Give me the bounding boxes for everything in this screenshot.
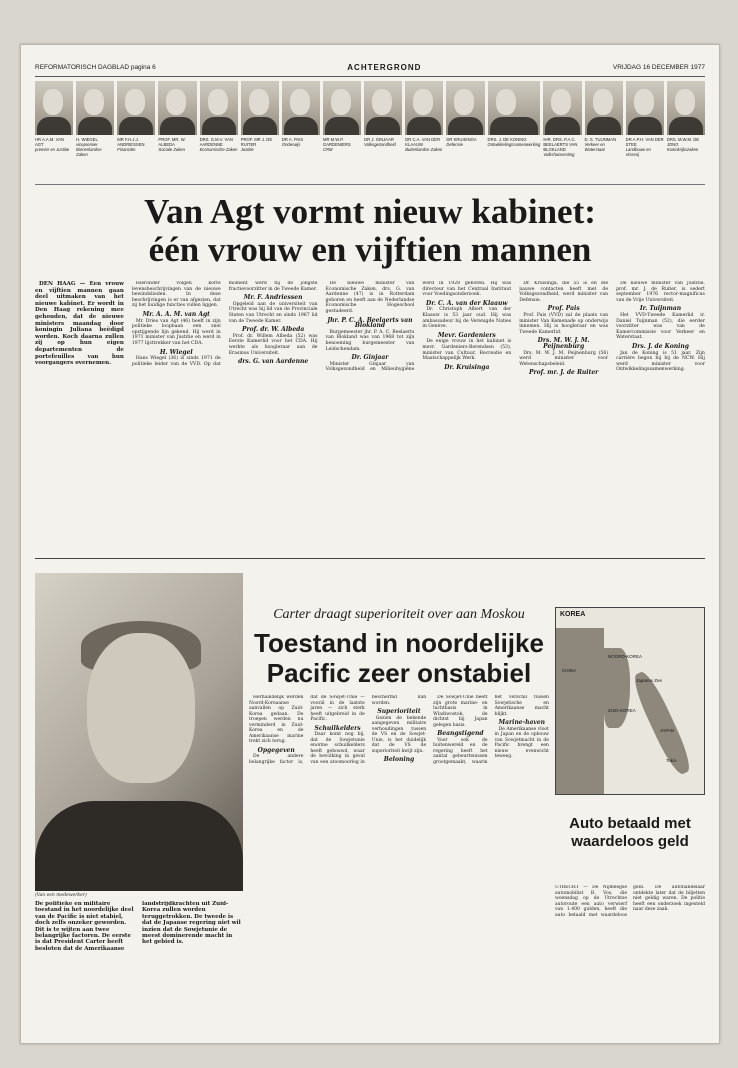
subheading: Marine-haven — [498, 719, 546, 726]
subheading: Prof. Pais — [547, 305, 580, 313]
minister-name: DR C.A. VAN DER KLAAUW — [405, 137, 441, 147]
minister-photo — [585, 81, 623, 135]
paragraph: Minister Ginjaar van Volksgezondheid en Milieuhygiëne werd in 1928 geboren. Hij was directeur van het Centraal Instituut voor Voedingsonderzoek. — [325, 281, 512, 373]
minister-name: MR M.W.P. GARDENIERS — [322, 137, 351, 147]
subheading: Prof. dr. W. Albeda — [242, 326, 305, 334]
minister-portrait — [323, 81, 361, 184]
minister-portrait — [158, 81, 196, 184]
minister-caption — [667, 137, 705, 152]
map-label: NOORD-KOREA — [608, 654, 643, 659]
minister-caption — [446, 137, 484, 147]
minister-role: Landbouw en Visserij — [625, 147, 651, 157]
paragraph: De nieuwe minister van Justitie, prof. mr. J. de Ruiter, is sedert september 1976 rector-magnificus van de Vrije Universiteit. — [616, 281, 705, 303]
paragraph: Dr. Kruisinga, die 55 is en die nauwe contacten heeft met de Volksgezondheid, werd minister van Defensie. — [519, 281, 609, 303]
minister-photo — [488, 81, 541, 135]
map-title: KOREA — [560, 611, 586, 618]
minister-photo — [117, 81, 155, 135]
map-land-japan — [629, 669, 695, 778]
subheading: Dr. Ginjaar — [351, 354, 389, 362]
minister-photo — [158, 81, 196, 135]
map-label: Japanse Zee — [636, 678, 663, 683]
minister-portrait — [76, 81, 114, 184]
minister-caption — [117, 137, 155, 152]
paper-name: REFORMATORISCH DAGBLAD pagina 6 — [35, 64, 156, 71]
issue-date: VRIJDAG 16 DECEMBER 1977 — [612, 64, 705, 71]
article-lead: DEN HAAG — Een vrouw en vijftien mannen gaan deel uitmaken van het nieuwe kabinet. Er wordt in Den Haag rekening mee gehouden, dat de nieuwe ministers maandag door koningin Juliana beëdigd worden. Koch daarna zullen zij op hun eigen departementen de portefeuilles van hun voorgangers overnemen. — [35, 281, 124, 367]
minister-portrait — [405, 81, 443, 184]
main-headline — [35, 193, 705, 269]
minister-name: DRS. J. DE KONING — [487, 137, 527, 142]
minister-photo — [241, 81, 279, 135]
paragraph: Prof. Pais (VVD) zal de plaats van minister Van Kemenade op onderwijs innemen. Hij is hoogleraar en was Tweede Kamerlid. — [519, 312, 609, 335]
carter-photo — [35, 573, 243, 891]
subheading: H. Wiegel — [159, 348, 193, 356]
pacific-headline-line-1: Toestand in noordelijke — [254, 628, 544, 658]
cabinet-article-body — [35, 281, 705, 559]
minister-caption — [35, 137, 73, 152]
minister-role: vicepremier Binnenlandse Zaken — [76, 142, 102, 157]
paragraph: De andere belangrijke factor is, dat de Sowjet-Unie — voorál in de laatste jaren — zich sterk heeft uitgebreid in de Pacific. — [249, 695, 365, 765]
minister-caption — [364, 137, 402, 147]
minister-photo — [364, 81, 402, 135]
page-header — [35, 59, 705, 77]
minister-name: DR KRUISINGA — [446, 137, 477, 142]
minister-name: DR A. PAIS — [281, 137, 304, 142]
paragraph: De Amerikaanse vloot in Japan en de opbouw van Sowjetmacht in de Pacific brengt een nieuw evenwicht teweeg. — [494, 726, 549, 759]
pacific-kicker: Carter draagt superioriteit over aan Moskou — [273, 607, 525, 622]
minister-role: CRM — [322, 147, 333, 152]
minister-portrait — [543, 81, 581, 184]
subheading: Mevr. Gardeniers — [437, 331, 496, 339]
sidebar-headline: Auto betaald met waardeloos geld — [569, 815, 691, 850]
minister-caption — [626, 137, 664, 157]
minister-role: Ontwikkelingssamenwerking — [487, 142, 541, 147]
minister-role: Justitie — [240, 147, 254, 152]
minister-role: Economische Zaken — [199, 147, 238, 152]
minister-name: H. WIEGEL — [76, 137, 98, 142]
minister-caption — [488, 137, 541, 147]
minister-role: Volkshuisvesting — [543, 152, 575, 157]
paragraph: Dr. Christoph Albert van der Klaauw is 53 jaar oud. Hij was ambassadeur bij de Verenigde Naties in Genève. — [422, 307, 512, 330]
paragraph: De nieuwe minister van Economische Zaken, drs. G. van Aardenne (47) is in Rotterdam geboren en heeft aan de Nederlandse Economische Hogeschool gestudeerd. — [325, 281, 415, 314]
paragraph: Hans Wiegel (36) is sinds 1971 de politieke leider van de VVD. Op dat moment werd hij de jongste fractievoorzitter in de Tweede Kamer. — [131, 281, 318, 367]
minister-portrait — [446, 81, 484, 184]
pacific-article-intro — [35, 901, 243, 1035]
paragraph: Gezien de bekende aangegeven militaire verhoudingen tussen de VS en de Sowjet-Unie, is het duidelijk dat de VS de superioriteit kwijt zijn. — [371, 715, 427, 754]
paragraph: Drs. M. W. J. M. Peijnenburg (56) werd minister voor Wetenschapsbeleid. — [519, 350, 609, 367]
subheading: Mr. A. A. M. van Agt — [142, 310, 210, 318]
map-label: CHINA — [562, 668, 577, 673]
paragraph: De enige vrouw in het kabinet is mevr. Gardeniers-Berendsen (53), minister van Cultuur, Recreatie en Maatschappelijk Werk. — [422, 339, 512, 362]
minister-portrait — [667, 81, 705, 184]
minister-name: DR A.P.H. VAN DER STEE — [625, 137, 664, 147]
photo-caption: (Van een medewerker) — [35, 893, 87, 898]
minister-photo — [405, 81, 443, 135]
subheading: Beangstigend — [437, 730, 484, 737]
paragraph: De Sowjet-Unie heeft zijn grote marine- en luchtbasis in Wladiwostok, de dichtst bij Japan gelegen basis. — [433, 695, 488, 728]
sidebar-body: UTRECHT — De Nijmeegse automobilist B. Vos, die woensdag op de Utrechtse autoroute een auto verwierf van 1.400 gulden, heeft die auto betaald met waardeloos geld. De autohandelaar ontdekte later dat de biljetten niet geldig waren. De politie heeft een onderzoek ingesteld naar deze zaak. — [555, 885, 705, 918]
map-label: ZUID-KOREA — [608, 708, 636, 713]
pacific-intro-text: De politieke en militaire toestand in het noordelijke deel van de Pacific is niet stabiel, doch zelfs onzeker geworden. Dit is te wijten aan twee belangrijke factoren. De eerste is dat President Carter heeft besloten dat de Amerikaanse landstrijdkrachten uit Zuid-Korea zullen worden teruggetrokken. De tweede is dat de Japanse regering niet wil inzien dat de Sowjetunie de meest dominerende macht in het gebied is. — [35, 901, 241, 952]
minister-portraits — [35, 81, 705, 185]
minister-portrait — [241, 81, 279, 184]
minister-name: PROF. MR. W. ALBEDA — [158, 137, 186, 147]
pacific-article-body — [249, 695, 549, 1035]
subheading: Opgegeven — [257, 746, 295, 754]
minister-name: MR F.H.J.J. ANDRIESSEN — [117, 137, 145, 147]
paragraph: Het VVD-Tweede Kamerlid ir. Daniel Tuijnman (52), die eerder voorzitter was van de Kamercommissie voor Verkeer en Waterstaat. — [616, 312, 705, 341]
subheading: Drs. M. W. J. M. Peijnenburg — [537, 337, 590, 350]
map-land-china — [556, 628, 604, 795]
minister-caption — [241, 137, 279, 152]
minister-photo — [626, 81, 664, 135]
minister-name: DR J. GINJAAR — [364, 137, 394, 142]
section-title: ACHTERGROND — [347, 63, 422, 72]
minister-name: DRS. G.M.V. VAN AARDENNE — [199, 137, 233, 147]
subheading: Drs. J. de Koning — [632, 342, 689, 350]
korea-map — [555, 607, 705, 795]
newspaper-page — [20, 44, 720, 1044]
minister-photo — [200, 81, 238, 135]
minister-portrait — [200, 81, 238, 184]
subheading: Prof. mr. J. de Ruiter — [528, 369, 599, 377]
minister-caption — [543, 137, 581, 157]
minister-photo — [35, 81, 73, 135]
minister-caption — [585, 137, 623, 152]
subheading: Ir. Tuijnman — [639, 305, 682, 313]
pacific-headline — [249, 628, 549, 688]
headline-line-2: één vrouw en vijftien mannen — [148, 230, 592, 269]
minister-portrait — [626, 81, 664, 184]
minister-role: Sociale Zaken — [158, 147, 185, 152]
map-label: JAPAN — [660, 728, 675, 733]
minister-caption — [323, 137, 361, 152]
minister-role: premier en Justitie — [35, 147, 70, 152]
subheading: Superioriteit — [377, 708, 421, 715]
minister-caption — [76, 137, 114, 157]
paragraph: Hieronder volgen korte levensbeschrijvingen van de nieuwe bewindslieden. In deze beschrijvingen is er van afgezien, dat zij het huidige functies vullen liggen. — [131, 281, 221, 309]
minister-photo — [323, 81, 361, 135]
paragraph: Daar komt nog bij, dat de Sowjetunie enorme schuilkelders heeft gebouwd, waar de bevolking in geval van een atoomoorlog in beschermd kan worden. — [310, 695, 427, 765]
minister-portrait — [364, 81, 402, 184]
minister-name: DRS. M.W.M. DE JONG — [666, 137, 700, 147]
minister-caption — [282, 137, 320, 147]
minister-name: IHR. DRS. P.A.C. BEELAERTS VAN BLOKLAND — [543, 137, 578, 152]
minister-photo — [282, 81, 320, 135]
paragraph: Voor ook de buitenwereld en de regering heeft het aantal gebeurtenissen grootgemaakt, waarin het verschil tussen Sowjetische en Amerikaanse macht blijkt. — [433, 695, 549, 765]
map-label: Tokio — [666, 758, 677, 763]
subheading: drs. G. van Aardenne — [238, 358, 309, 366]
minister-name: PROF. MR J. DE RUITER — [240, 137, 273, 147]
minister-photo — [446, 81, 484, 135]
minister-portrait — [282, 81, 320, 184]
minister-role: Financiën — [117, 147, 136, 152]
paragraph: Jan de Koning is 51 jaar. Zijn carrière begon hij bij de NCW. Hij werd minister voor Ontwikkelingssamenwerking. — [616, 350, 705, 373]
paragraph: Mr. Dries van Agt (46) heeft in zijn politieke loopbaan een snel opstijgende lijn gekend. Hij werd in 1971 minister van Justitie en werd in 1977 lijsttrekker van het CDA. — [131, 318, 221, 346]
minister-role: Defensie — [446, 142, 463, 147]
minister-role: Koninkrijkszaken — [666, 147, 699, 152]
minister-caption — [405, 137, 443, 152]
subheading: Dr. C. A. van der Klaauw — [426, 299, 508, 307]
paragraph: Prof. dr. Willem Albeda (52) was Eerste Kamerlid voor het CDA. Hij werkte als hoogleraar aan de Erasmus Universiteit. — [228, 333, 318, 356]
minister-photo — [76, 81, 114, 135]
minister-portrait — [585, 81, 623, 184]
paragraph: Herhaaldelijk werden Noord-Koreaanse aanvallen op Zuid-Korea gedaan. De troepen werden nu verminderd in Zuid-Korea en de Amerikaanse marine trekt zich terug. — [249, 695, 304, 744]
headline-line-1: Van Agt vormt nieuw kabinet: — [144, 192, 596, 231]
minister-role: Verkeer en Waterstaat — [584, 142, 605, 152]
paragraph: Burgemeester jhr. P. A. C. Beelaerts van Blokland was van 1968 tot zijn benoeming burgemeester van Leidschendam. — [325, 329, 415, 352]
subheading: Dr. Kruisinga — [444, 363, 490, 371]
subheading: Schuilkelders — [314, 724, 361, 732]
minister-portrait — [117, 81, 155, 184]
minister-portrait — [488, 81, 541, 184]
subheading: Beloning — [383, 756, 415, 763]
minister-caption — [158, 137, 196, 152]
minister-name: D. S. TUIJNMAN — [584, 137, 617, 142]
minister-portrait — [35, 81, 73, 184]
pacific-headline-line-2: Pacific zeer onstabiel — [266, 658, 532, 688]
subheading: Jhr. P. C. A. Beelaerts van Blokland — [327, 316, 413, 330]
minister-name: HR A.A.M. VAN AGT — [35, 137, 65, 147]
minister-caption — [200, 137, 238, 152]
subheading: Mr. F. Andriessen — [243, 294, 303, 302]
minister-role: Buitenlandse Zaken — [405, 147, 443, 152]
minister-role: Onderwijs — [281, 142, 301, 147]
minister-photo — [667, 81, 705, 135]
minister-role: Volksgezondheid — [364, 142, 396, 147]
map-land-korea — [604, 648, 630, 728]
minister-photo — [543, 81, 581, 135]
paragraph: Opgeleid aan de universiteit van Utrecht was hij lid van de Provinciale Staten van Utrecht en sinds 1967 lid van de Tweede Kamer. — [228, 301, 318, 324]
